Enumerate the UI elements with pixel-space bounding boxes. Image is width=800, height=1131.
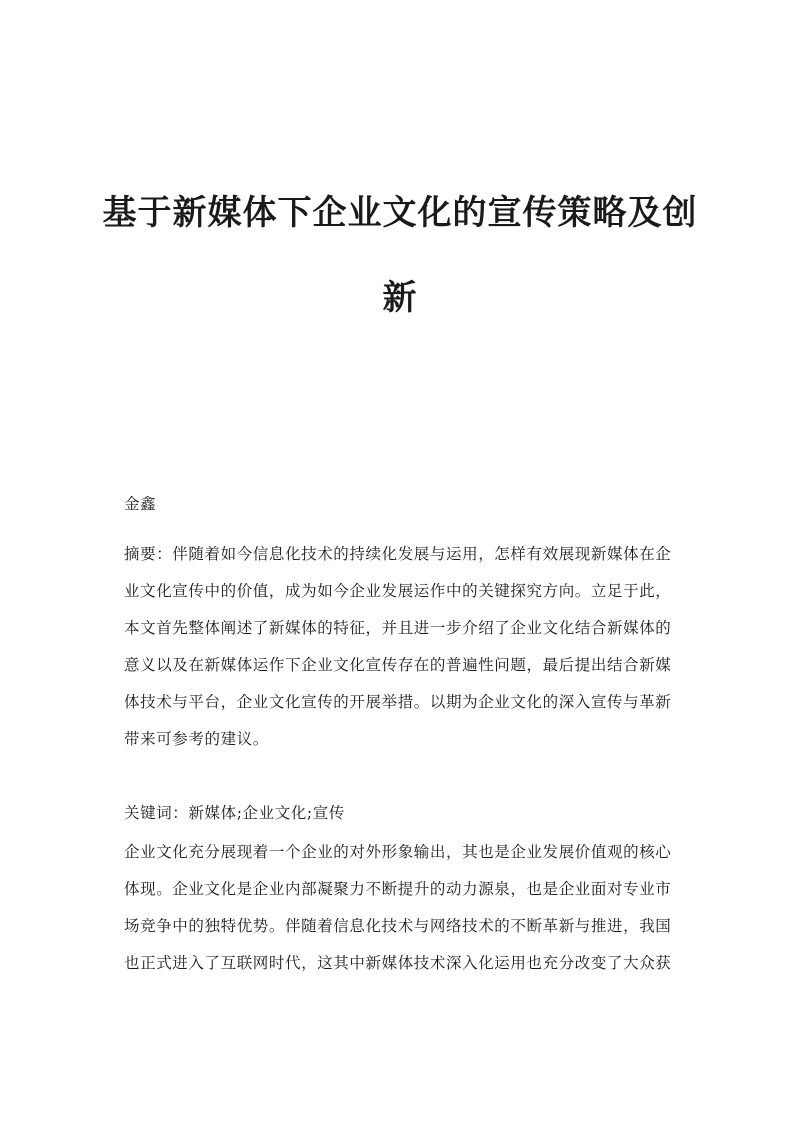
body-line: 场竞争中的独特优势。伴随着信息化技术与网络技术的不断革新与推进，我国 [124, 917, 672, 935]
document-title-line-1: 基于新媒体下企业文化的宣传策略及创 [102, 193, 698, 233]
abstract-line: 本文首先整体阐述了新媒体的特征，并且进一步介绍了企业文化结合新媒体的 [124, 619, 672, 637]
body-line: 体现。企业文化是企业内部凝聚力不断提升的动力源泉，也是企业面对专业市 [124, 880, 672, 898]
keywords-line: 关键词：新媒体;企业文化;宣传 [124, 804, 345, 822]
body-paragraph [124, 834, 676, 982]
abstract-line: 意义以及在新媒体运作下企业文化宣传存在的普遍性问题，最后提出结合新媒 [124, 656, 672, 674]
abstract-line: 带来可参考的建议。 [124, 730, 269, 748]
body-line: 企业文化充分展现着一个企业的对外形象输出，其也是企业发展价值观的核心 [124, 843, 672, 861]
abstract-line: 摘要：伴随着如今信息化技术的持续化发展与运用，怎样有效展现新媒体在企 [124, 545, 672, 563]
abstract-paragraph [124, 536, 676, 758]
body-line: 也正式进入了互联网时代，这其中新媒体技术深入化运用也充分改变了大众获 [124, 954, 672, 972]
abstract-line: 体技术与平台，企业文化宣传的开展举措。以期为企业文化的深入宣传与革新 [124, 693, 672, 711]
abstract-line: 业文化宣传中的价值，成为如今企业发展运作中的关键探究方向。立足于此， [124, 582, 672, 600]
document-title-line-2: 新 [382, 278, 418, 318]
author-name: 金鑫 [124, 495, 157, 513]
